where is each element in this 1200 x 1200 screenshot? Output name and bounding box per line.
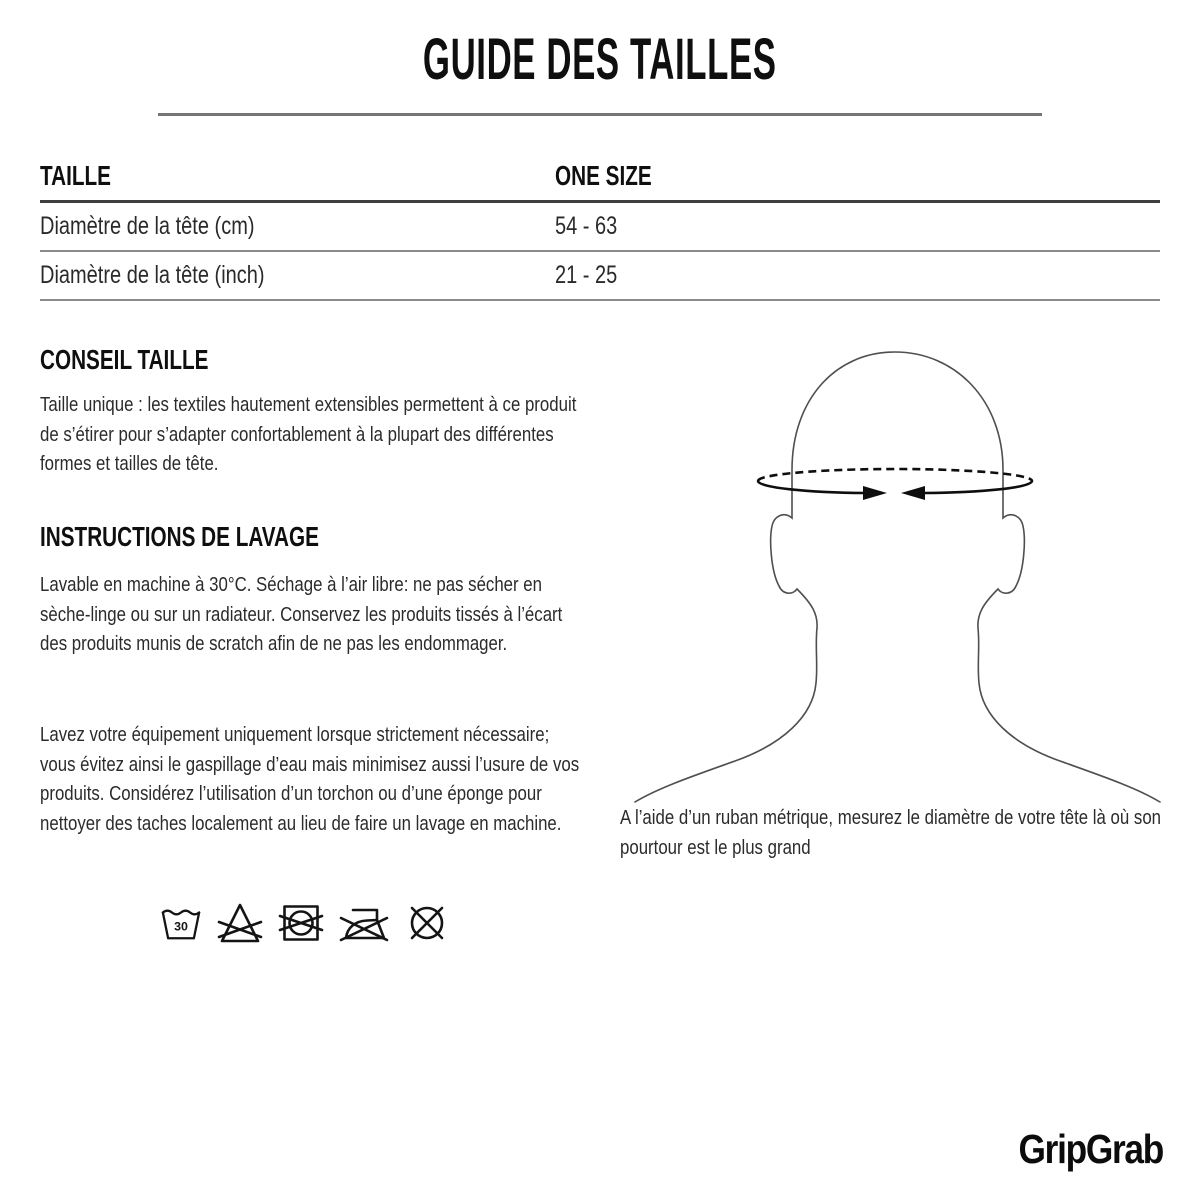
arrow-left-icon — [901, 486, 925, 500]
size-table-header — [40, 152, 1160, 203]
row-value: 54 - 63 — [555, 212, 618, 240]
measuring-tape-left-arc — [758, 481, 865, 493]
col-header-taille-label: TAILLE — [40, 160, 111, 191]
head-outline — [635, 352, 1160, 802]
gripgrab-logo: GripGrab — [1018, 1126, 1163, 1172]
row-label: Diamètre de la tête (inch) — [40, 261, 265, 289]
head-measurement-illustration — [613, 342, 1185, 814]
do-not-dry-clean-icon — [404, 901, 450, 945]
conseil-paragraph: Taille unique : les textiles hautement extensibles permettent à ce produit de s’étirer pour s’adapter confortablement à la plupart des différentes formes et tailles de tête. — [40, 393, 577, 475]
wash-temp-label: 30 — [174, 919, 188, 934]
row-value-cell — [555, 212, 1160, 241]
col-header-one-size — [555, 160, 1160, 192]
arrow-right-icon — [863, 486, 887, 500]
do-not-tumble-dry-icon — [278, 901, 324, 945]
do-not-iron-icon — [339, 902, 389, 944]
row-label-cell — [40, 261, 555, 290]
section-heading-lavage — [40, 522, 417, 552]
size-table — [40, 152, 1160, 301]
section-heading-conseil-label: CONSEIL TAILLE — [40, 344, 209, 375]
wash-30-icon — [160, 901, 202, 945]
table-row — [40, 252, 1160, 301]
section-heading-lavage-label: INSTRUCTIONS DE LAVAGE — [40, 521, 319, 552]
row-value: 21 - 25 — [555, 261, 618, 289]
do-not-bleach-icon — [217, 901, 263, 945]
section-heading-conseil — [40, 345, 268, 375]
page-header — [0, 27, 1200, 105]
col-header-one-size-label: ONE SIZE — [555, 160, 652, 191]
row-label: Diamètre de la tête (cm) — [40, 212, 255, 240]
measure-caption: A l’aide d’un ruban métrique, mesurez le diamètre de votre tête là où son pourtour est le plus grand — [620, 806, 1162, 859]
lavage-paragraph-2: Lavez votre équipement uniquement lorsque strictement nécessaire; vous évitez ainsi le gaspillage d’eau mais minimisez aussi l’usure de vos produits. Considérez l’utilisation d’un torchon ou d’une éponge pour nettoyer des taches localement au lieu de faire un lavage en machine. — [40, 723, 580, 835]
col-header-taille — [40, 160, 555, 192]
page-title: GUIDE DES TAILLES — [423, 27, 777, 92]
title-underline — [158, 113, 1042, 116]
lavage-paragraph-1: Lavable en machine à 30°C. Séchage à l’air libre: ne pas sécher en sèche-linge ou sur un radiateur. Conservez les produits tissés à l’écart des produits munis de scratch afin de ne pas les endommager. — [40, 573, 563, 655]
measuring-tape-right-arc — [923, 481, 1032, 493]
table-row — [40, 203, 1160, 252]
measuring-tape-dashed — [758, 469, 1032, 481]
row-value-cell — [555, 261, 1160, 290]
row-label-cell — [40, 212, 555, 241]
care-icons-row — [160, 901, 450, 945]
